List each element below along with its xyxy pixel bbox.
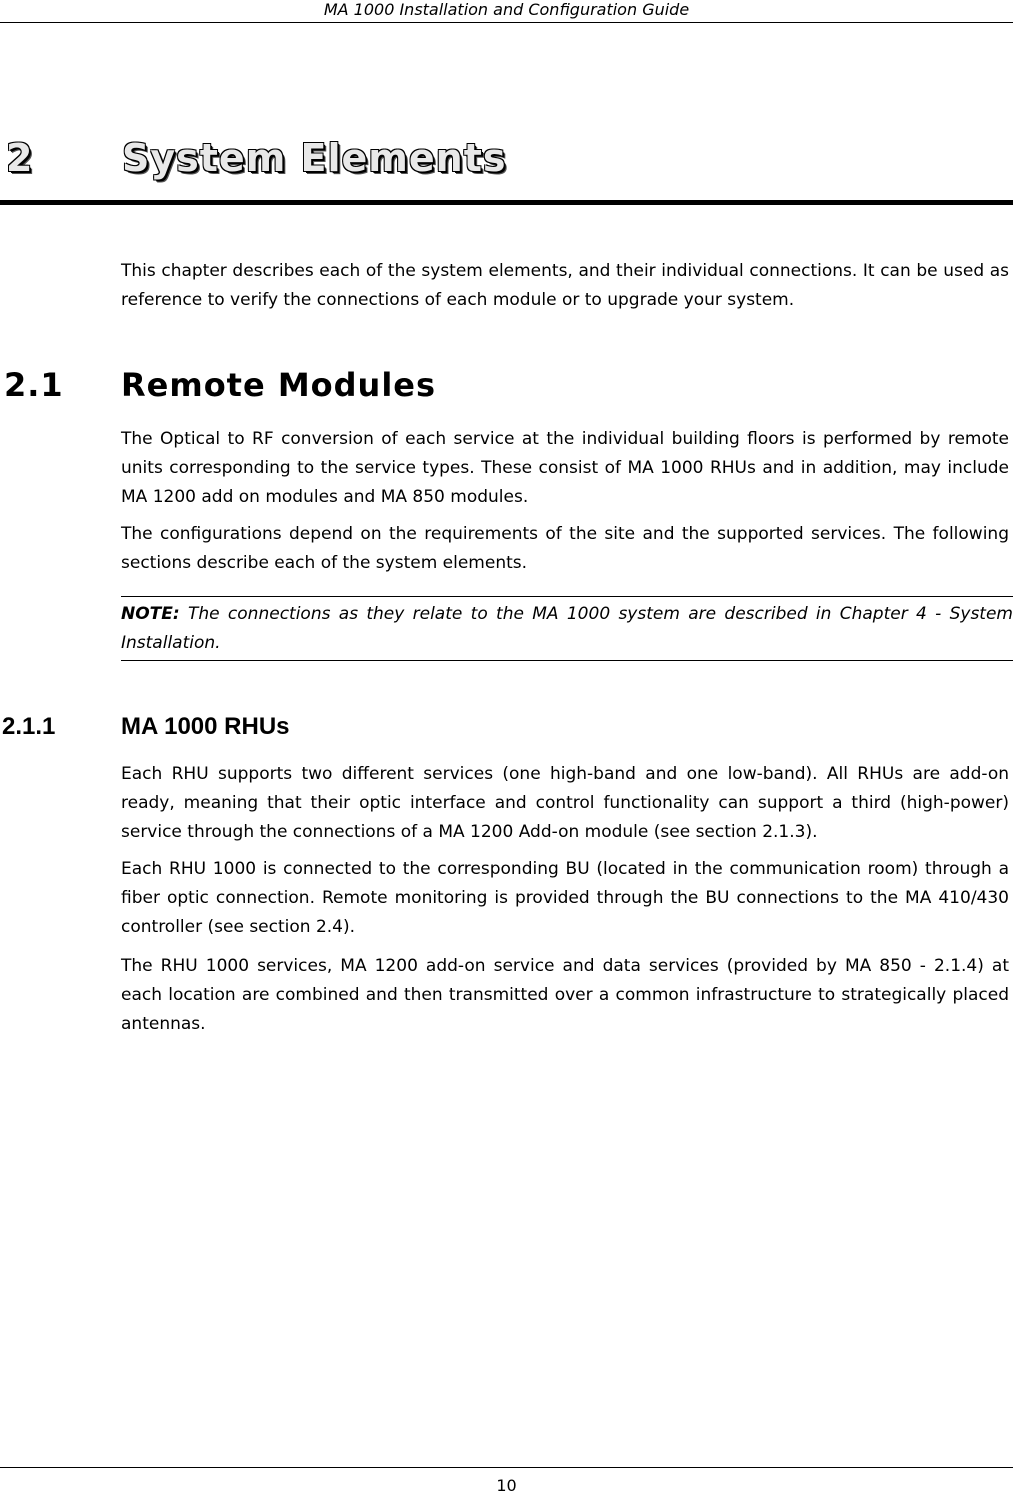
paragraph: The configurations depend on the requirements of the site and the supported services. The following sections describe each of the system elements. xyxy=(121,524,1009,573)
page-number: 10 xyxy=(496,1476,517,1495)
section-number: 2.1 xyxy=(4,366,64,404)
section-title: Remote Modules xyxy=(121,366,437,404)
note-box xyxy=(121,596,1013,661)
paragraph: The RHU 1000 services, MA 1200 add-on service and data services (provided by MA 850 - 2.1.4) at each location are combined and then transmitted over a common infrastructure to strategically placed antennas. xyxy=(121,956,1009,1034)
chapter-intro xyxy=(121,257,1009,315)
subsection-number: 2.1.1 xyxy=(2,713,56,740)
document-title: MA 1000 Installation and Configuration Guide xyxy=(323,0,690,19)
paragraph: The Optical to RF conversion of each service at the individual building floors is performed by remote units corresponding to the service types. These consist of MA 1000 RHUs and in addition, may include MA 1200 add on modules and MA 850 modules. xyxy=(121,429,1009,507)
chapter-number: 2 xyxy=(6,136,34,180)
paragraph: Each RHU 1000 is connected to the corresponding BU (located in the communication room) through a fiber optic connection. Remote monitoring is provided through the BU connections to the MA 410/430 controller (see section 2.4). xyxy=(121,859,1009,937)
section-2-1-body xyxy=(121,425,1009,578)
section-2-1-1-body xyxy=(121,760,1009,1039)
running-header xyxy=(0,0,1013,23)
running-footer xyxy=(0,1467,1013,1495)
paragraph: Each RHU supports two different services (one high-band and one low-band). All RHUs are add-on ready, meaning that their optic interface and control functionality can support a third (high-power) service through the connections of a MA 1200 Add-on module (see section 2.1.3). xyxy=(121,764,1009,842)
chapter-heading xyxy=(0,128,1013,205)
subsection-title: MA 1000 RHUs xyxy=(121,713,290,740)
note-text: The connections as they relate to the MA 1000 system are described in Chapter 4 - System Installation. xyxy=(121,604,1013,653)
note-label: NOTE: xyxy=(121,604,180,624)
chapter-title: System Elements xyxy=(122,136,507,180)
intro-paragraph: This chapter describes each of the system elements, and their individual connections. It can be used as reference to verify the connections of each module or to upgrade your system. xyxy=(121,261,1009,310)
